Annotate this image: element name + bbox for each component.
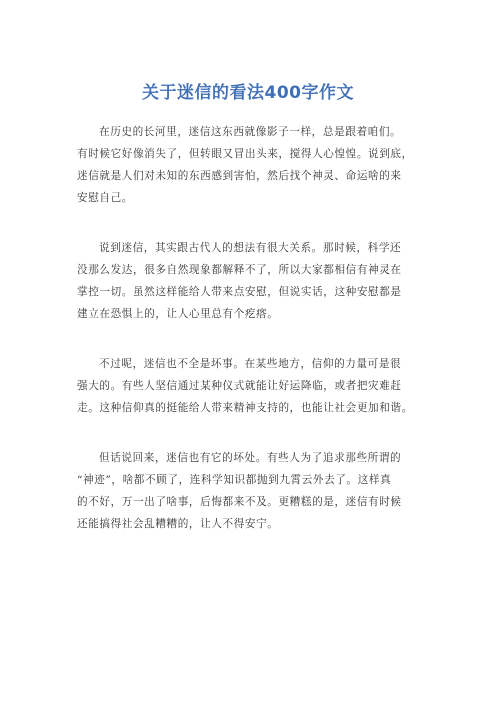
paragraph-4-line-1: 但话说回来，迷信也有它的坏处。有些人为了追求那些所谓的 bbox=[99, 452, 402, 464]
paragraph-4-line-3: 的不好，万一出了啥事，后悔都来不及。更糟糕的是，迷信有时候 bbox=[77, 496, 402, 508]
paragraph-4-line-2: “神迹”，啥都不顾了，连科学知识都抛到九霄云外去了。这样真 bbox=[77, 474, 392, 486]
paragraph-3-line-2: 强大的。有些人坚信通过某种仪式就能让好运降临，或者把灾难赶 bbox=[77, 380, 402, 392]
paragraph-3-line-3: 走。这种信仰真的挺能给人带来精神支持的，也能让社会更加和谐。 bbox=[77, 402, 413, 414]
paragraph-2-line-1: 说到迷信，其实跟古代人的想法有很大关系。那时候，科学还 bbox=[99, 242, 402, 254]
paragraph-1-line-4: 安慰自己。 bbox=[77, 192, 133, 204]
paragraph-2-line-4: 建立在恐惧上的，让人心里总有个疙瘩。 bbox=[77, 308, 279, 320]
document-title: 关于迷信的看法400字作文 bbox=[142, 83, 354, 103]
paragraph-2-line-2: 没那么发达，很多自然现象都解释不了，所以大家都相信有神灵在 bbox=[77, 264, 402, 276]
paragraph-4-line-4: 还能搞得社会乱糟糟的，让人不得安宁。 bbox=[77, 518, 279, 530]
paragraph-1-line-3: 迷信就是人们对未知的东西感到害怕，然后找个神灵、命运啥的来 bbox=[77, 170, 402, 182]
paragraph-1-line-2: 有时候它好像消失了，但转眼又冒出头来，搅得人心惶惶。说到底， bbox=[77, 148, 413, 160]
paragraph-1-line-1: 在历史的长河里，迷信这东西就像影子一样，总是跟着咱们。 bbox=[99, 126, 402, 138]
paragraph-2-line-3: 掌控一切。虽然这样能给人带来点安慰，但说实话，这种安慰都是 bbox=[77, 286, 402, 298]
paragraph-3-line-1: 不过呢，迷信也不全是坏事。在某些地方，信仰的力量可是很 bbox=[99, 358, 402, 370]
